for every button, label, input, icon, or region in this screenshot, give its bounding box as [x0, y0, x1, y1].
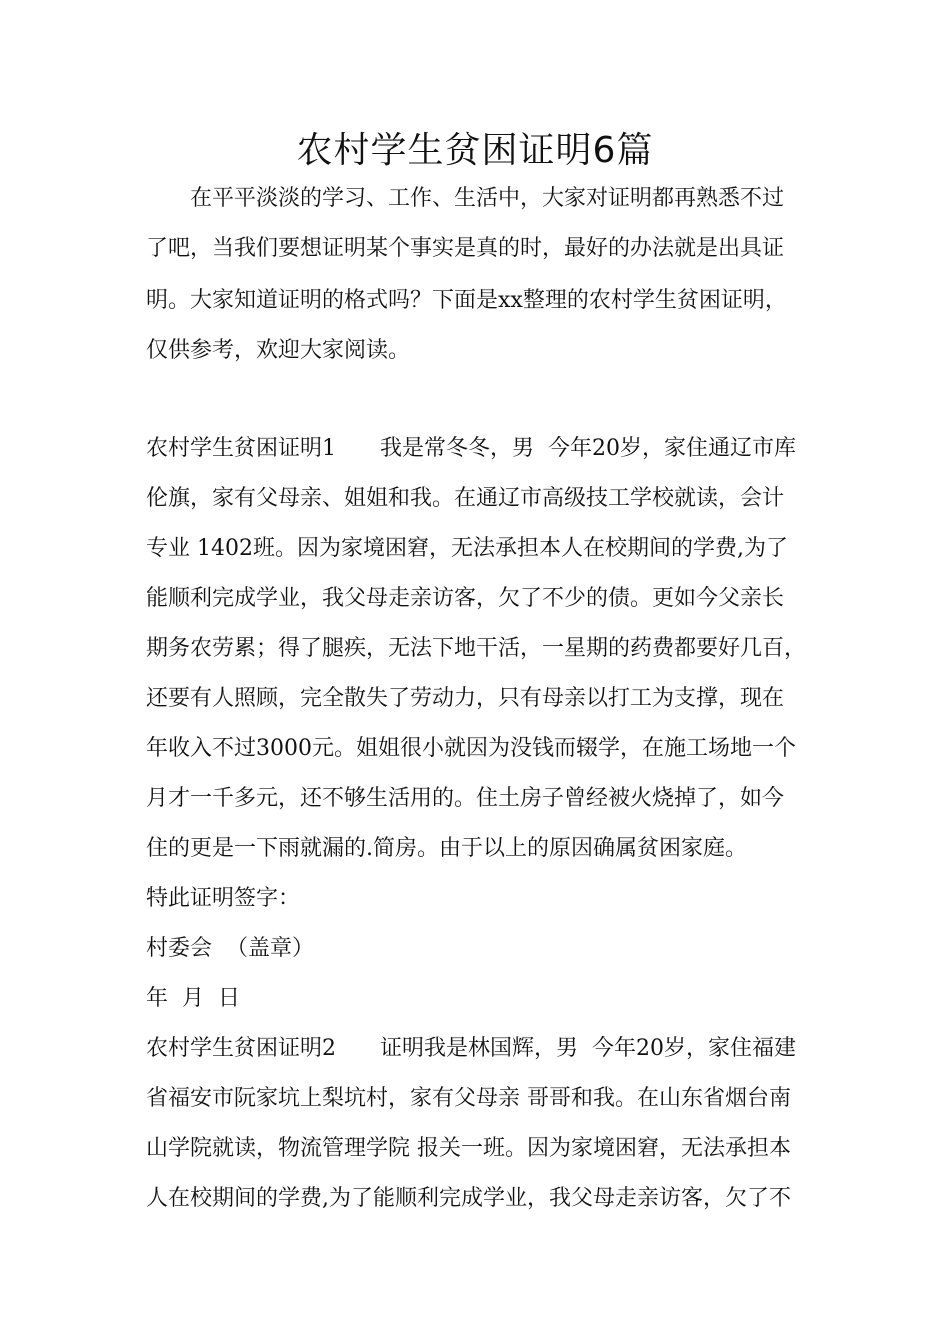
- proof-1-line-9: 住的更是一下雨就漏的.简房。由于以上的原因确属贫困家庭。: [146, 836, 747, 861]
- document-title: 农村学生贫困证明6篇: [296, 130, 654, 171]
- proof-2-line-1: 农村学生贫困证明2 证明我是林国辉，男 今年20岁，家住福建: [146, 1036, 796, 1061]
- proof-1-line-5: 期务农劳累；得了腿疾，无法下地干活，一星期的药费都要好几百，: [146, 636, 807, 661]
- proof-1-line-6: 还要有人照顾，完全散失了劳动力，只有母亲以打工为支撑，现在: [146, 686, 785, 711]
- intro-line-1: 在平平淡淡的学习、工作、生活中，大家对证明都再熟悉不过: [190, 186, 785, 211]
- intro-line-2: 了吧，当我们要想证明某个事实是真的时，最好的办法就是出具证: [146, 236, 785, 261]
- proof-1-line-1: 农村学生贫困证明1 我是常冬冬，男 今年20岁，家住通辽市库: [146, 436, 796, 461]
- proof-1-line-7: 年收入不过3000元。姐姐很小就因为没钱而辍学，在施工场地一个: [146, 736, 796, 761]
- proof-2-line-4: 人在校期间的学费,为了能顺利完成学业，我父母走亲访客，欠了不: [146, 1186, 791, 1211]
- proof-1-line-4: 能顺利完成学业，我父母走亲访客，欠了不少的债。更如今父亲长: [146, 586, 785, 611]
- date-line: 年 月 日: [146, 986, 240, 1011]
- signature-line: 特此证明签字：: [146, 886, 301, 911]
- intro-line-3: 明。大家知道证明的格式吗？下面是xx整理的农村学生贫困证明，: [146, 288, 787, 313]
- proof-2-line-3: 山学院就读，物流管理学院 报关一班。因为家境困窘，无法承担本: [146, 1136, 791, 1161]
- intro-line-4: 仅供参考，欢迎大家阅读。: [146, 338, 411, 363]
- proof-1-line-3: 专业 1402班。因为家境困窘，无法承担本人在校期间的学费,为了: [146, 536, 788, 561]
- proof-1-line-2: 伦旗，家有父母亲、姐姐和我。在通辽市高级技工学校就读，会计: [146, 486, 785, 511]
- village-committee-seal-line: 村委会 （盖章）: [146, 936, 314, 961]
- proof-1-line-8: 月才一千多元，还不够生活用的。住土房子曾经被火烧掉了，如今: [146, 786, 785, 811]
- proof-2-line-2: 省福安市阮家坑上梨坑村，家有父母亲 哥哥和我。在山东省烟台南: [146, 1086, 791, 1111]
